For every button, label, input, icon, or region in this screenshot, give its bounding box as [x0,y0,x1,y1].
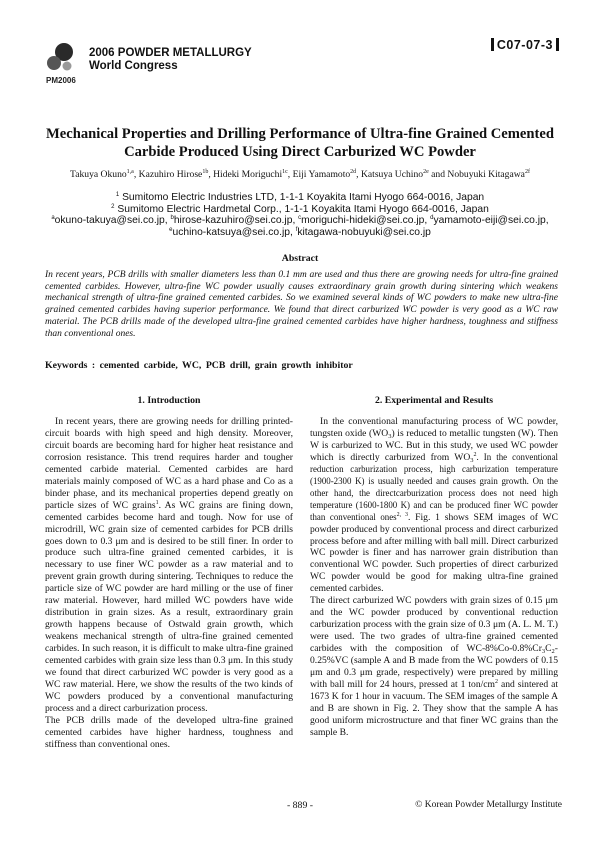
paragraph: The PCB drills made of the developed ultra-fine grained cemented carbides have higher hardness, toughness and stiffness than conventional ones. [45,714,293,750]
conference-name [89,47,252,72]
author-sup: 1,a [126,169,134,175]
author: Katsuya Uchino [360,169,424,180]
logo-text: PM2006 [46,76,76,85]
abstract-heading: Abstract [281,253,319,264]
author: Eiji Yamamoto [292,169,351,180]
section-heading-introduction: 1. Introduction [137,395,201,406]
abstract-text: In recent years, PCB drills with smaller diameters less than 0.1 mm are used and thus there are growing needs for ultra-fine grained cemented carbides. However, ultra-fine WC powder usually causes extraordinary grain growth during sintering which weakens mechanical strength of ultra-fine grained cemented carbides. So we examined several kinds of WC powders to make new ultra-fine grained cemented carbides having superior performance. We found that direct carburized WC powder is very good as a WC raw material. The PCB drills made of the developed ultra-fine grained cemented carbides have higher hardness, toughness and stiffness than conventional ones. [45,270,558,339]
author-sup: 2e [423,169,429,175]
email: moriguchi-hideki@sei.co.jp [301,215,425,227]
affiliation: $^1$ Sumitomo Electric Industries LTD, 1-1-1 Koyakita Itami Hyogo 664-0016, Japan [115,192,485,203]
email: okuno-takuya@sei.co.jp [54,215,165,227]
email: uchino-katsuya@sei.co.jp [172,227,290,239]
code-bar-left [491,38,494,51]
copyright-notice: © Korean Powder Metallurgy Institute [415,800,562,810]
paragraph: In the conventional manufacturing process of WC powder, tungsten oxide $(WO_3)$ is reduced to metallic tungsten (W). Then W is carburized to WC. But in this study, we used WC powder which is directly carburized from $WO_3^2$. In the conventional reduction carburization process, high carburization temperature (1900-2300 K) is usually needed and causes grain growth. On the other hand, the directcarburization process does not need high temperature (1600-1800 K) and can be produced finer WC powder than conventional ones$^{2, 3}$. Fig. 1 shows SEM images of WC powder produced by conventional process and direct carburized process before and after milling with ball mill. Direct carburized WC powder is finer and has narrower grain distribution than conventional WC powder. Such properties of direct carburized WC powder would be good for making ultra-fine grained cemented carbides. [310,416,559,595]
author: Takuya Okuno [70,169,127,180]
email: yamamoto-eiji@sei.co.jp [433,215,546,227]
author-sup: 2d [350,169,357,175]
affiliation: $^2$ Sumitomo Electric Hardmetal Corp., 1-1-1 Koyakita Itami Hyogo 664-0016, Japan [111,203,489,215]
author-sup: 2f [524,169,530,175]
introduction-column [45,416,293,751]
author-sup: 1c [282,169,288,175]
experimental-column [310,416,558,739]
email: kitagawa-nobuyuki@sei.co.jp [297,227,431,239]
email-list: $^e$uchino-katsuya@sei.co.jp, $^f$kitagawa-nobuyuki@sei.co.jp [169,227,431,239]
author: Hideki Moriguchi [213,169,283,180]
paragraph: In recent years, there are growing needs for drilling printed-circuit boards with high speed and high density. Moreover, circuit boards are becoming hard for higher heat resistance and corrosion resistance. This trend requires harder and tougher cemented carbide material. Cemented carbides are hard materials mainly composed of WC as a hard phase and Co as a binder phase, and its mechanical properties depend greatly on particle sizes of WC grains$^1$. As WC grains are fining down, cemented carbides become hard and tough. Now for use of microdrill, WC grain size of cemented carbides for PCB drills goes down to 0.3 μm and is desired to be still finer. In order to produce such ultra-fine grained cemented carbides, it is necessary to use finer WC powder as a raw material and to prevent grain growth during sintering. Techniques to reduce the particle size of WC powder are hard milling or the use of finer raw material. However, hard milled WC powders have wide distribution in grain sizes. As a result, extraordinary grain growth happens because of Ostwald grain growth, which weakens mechanical strength of ultra-fine grained cemented carbides. In such reason, it is difficult to make ultra-fine grained cemented carbides with grain size less than 0.3 μm. In this study we found that direct carburized WC powder is very good as a WC raw material. Here, we show the results of the two kinds of WC powders produced by a conventional manufacturing process and a direct carburization process. [45,416,293,714]
conference-line-1: 2006 POWDER METALLURGY [89,47,252,59]
email-list: $^a$okuno-takuya@sei.co.jp, $^b$hirose-kazuhiro@sei.co.jp, $^c$moriguchi-hideki@sei.co.jp, $^d$yamamoto-eiji@sei.co.jp, [51,215,549,227]
keywords: Keywords : cemented carbide, WC, PCB drill, grain growth inhibitor [45,360,353,371]
paper-code [488,38,562,52]
paragraph: The direct carburized WC powders with grain sizes of 0.15 μm and the WC powder produced by conventional reduction carburization process with the grain size of 0.3 μm (A. L. M. T.) were used. The two grades of ultra-fine grained cemented carbides with the composition of $WC-8\%Co-0.8\%Cr_3C_2-0.25\%VC$ (sample A and B made from the WC powders of 0.15 μm and 0.3 μm grade, respectively) were prepared by milling with ball mill for 24 hours, pressed at 1 ton/$cm^2$ and sintered at 1673 K for 1 hour in vacuum. The SEM images of the sample A and B are shown in Fig. 2. They show that the sample A has good uniform microstructure and that finer WC grains than the sample B. [310,595,559,738]
code-bar-right [556,38,559,51]
author-sup: 1b [202,169,209,175]
page-number: - 889 - [286,800,314,811]
authors: Takuya Okuno$^{1,a}$, Kazuhiro Hirose$^{1b}$, Hideki Moriguchi$^{1c}$, Eiji Yamamoto$^{2d}$, Katsuya Uchino$^{2e}$ and Nobuyuki Kitagawa$^{2f}$ [70,169,530,180]
section-heading-experimental: 2. Experimental and Results [374,395,494,406]
pm2006-logo [44,38,80,86]
author: Kazuhiro Hirose [138,169,203,180]
paper-title [40,125,560,161]
conference-line-2: World Congress [89,59,178,72]
paper-code-text: C07-07-3 [496,38,553,52]
title-line-2: Carbide Produced Using Direct Carburized WC Powder [124,144,476,160]
title-line-1: Mechanical Properties and Drilling Performance of Ultra-fine Grained Cemented [46,126,554,142]
email: hirose-kazuhiro@sei.co.jp [173,215,293,227]
affiliations [30,192,570,239]
author: Nobuyuki Kitagawa [447,169,525,180]
